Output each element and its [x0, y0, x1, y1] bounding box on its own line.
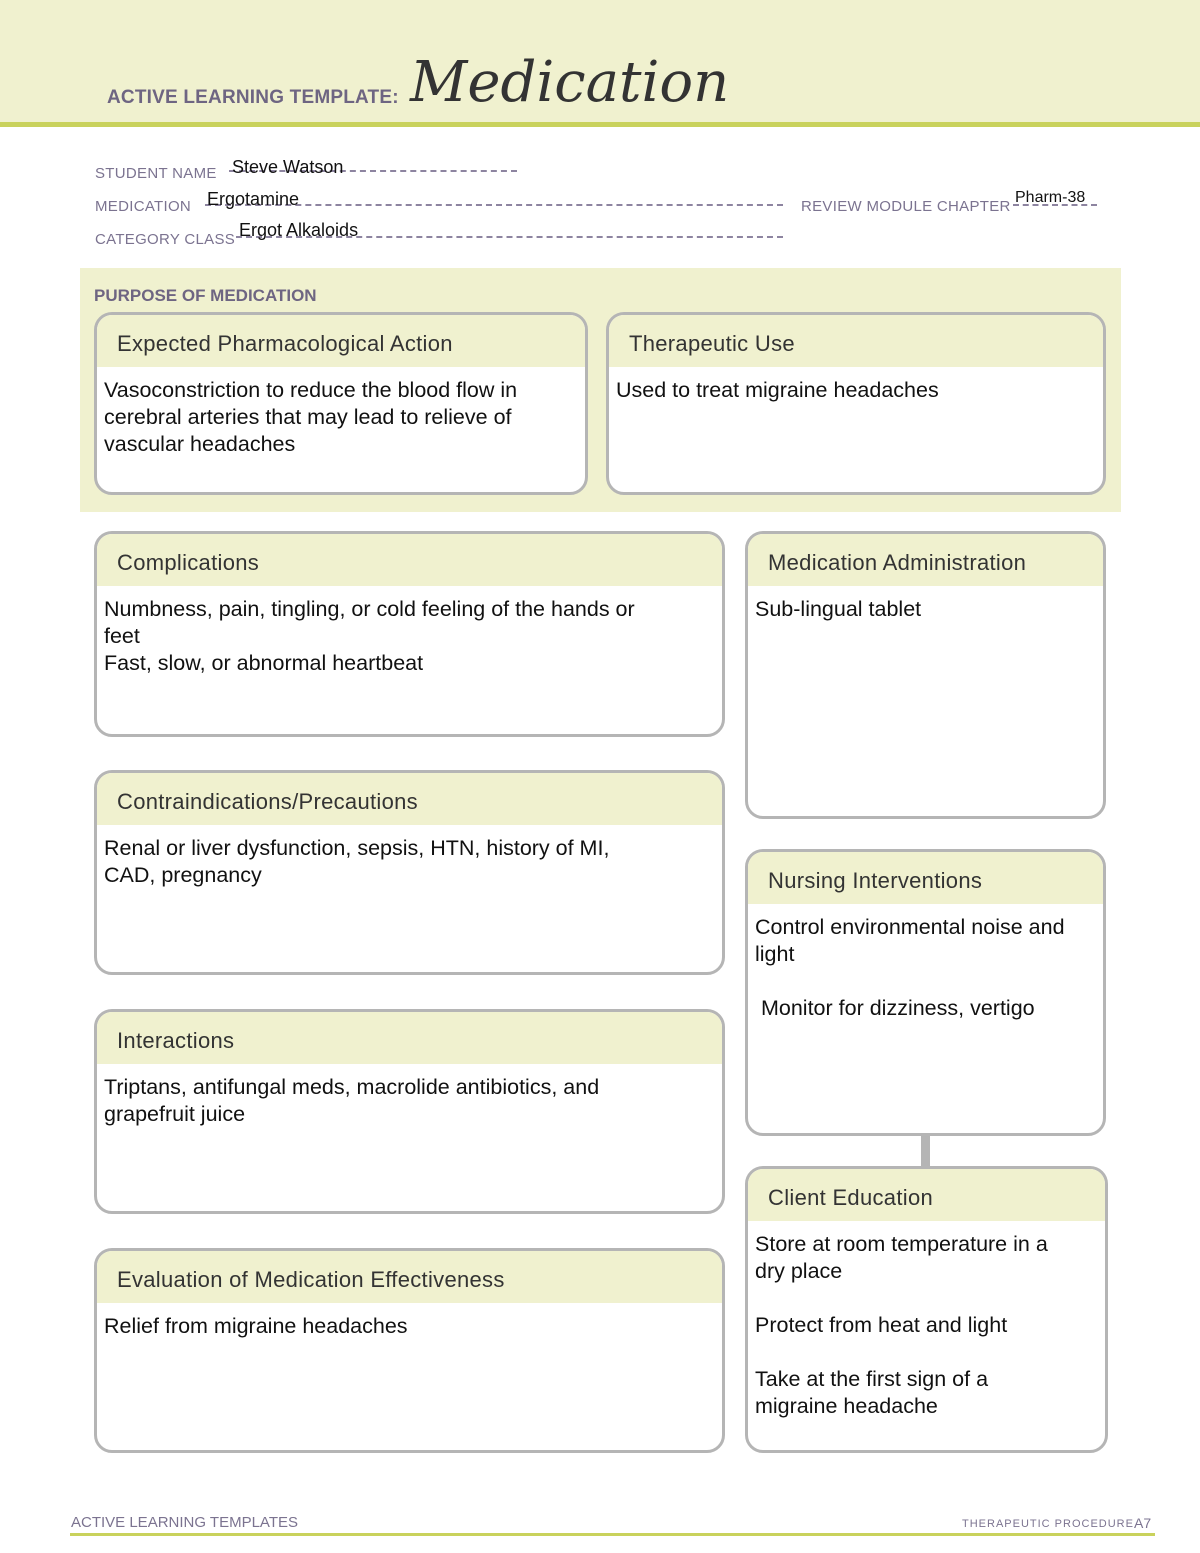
- purpose-title: PURPOSE OF MEDICATION: [94, 286, 317, 305]
- header-divider: [0, 122, 1200, 127]
- administration-box: [745, 531, 1106, 819]
- client-education-box: [745, 1166, 1108, 1453]
- box-title: Complications: [97, 534, 722, 586]
- category-label: CATEGORY CLASS: [95, 231, 236, 248]
- box-title: Contraindications/Precautions: [97, 773, 722, 825]
- page-title: Medication: [410, 50, 730, 115]
- box-title: Interactions: [97, 1012, 722, 1064]
- contraindications-box: [94, 770, 725, 975]
- box-content[interactable]: Numbness, pain, tingling, or cold feeling of the hands or feet Fast, slow, or abnormal heartbeat: [104, 597, 635, 675]
- box-title: Nursing Interventions: [748, 852, 1103, 904]
- box-content[interactable]: Control environmental noise and light Monitor for dizziness, vertigo: [755, 915, 1065, 1020]
- box-content[interactable]: Renal or liver dysfunction, sepsis, HTN, history of MI, CAD, pregnancy: [104, 836, 610, 887]
- connector: [921, 1135, 930, 1167]
- box-content[interactable]: Relief from migraine headaches: [104, 1314, 408, 1338]
- box-content[interactable]: Sub-lingual tablet: [755, 597, 922, 621]
- expected-action-box: [94, 312, 588, 495]
- therapeutic-use-box: [606, 312, 1106, 495]
- evaluation-box: [94, 1248, 725, 1453]
- box-title: Evaluation of Medication Effectiveness: [97, 1251, 722, 1303]
- box-title: Medication Administration: [748, 534, 1103, 586]
- box-title: Client Education: [748, 1169, 1105, 1221]
- chapter-label: REVIEW MODULE CHAPTER: [801, 198, 1011, 215]
- box-content[interactable]: Store at room temperature in a dry place Protect from heat and light Take at the first sign of a migraine headache: [755, 1232, 1048, 1418]
- box-content[interactable]: Vasoconstriction to reduce the blood flow in cerebral arteries that may lead to relieve of vascular headaches: [104, 378, 518, 456]
- footer-left: ACTIVE LEARNING TEMPLATES: [71, 1514, 298, 1531]
- footer-divider: [70, 1533, 1155, 1536]
- medication-label: MEDICATION: [95, 198, 192, 215]
- box-title: Expected Pharmacological Action: [97, 315, 585, 367]
- box-title: Therapeutic Use: [609, 315, 1103, 367]
- template-label: ACTIVE LEARNING TEMPLATE:: [107, 87, 399, 108]
- interactions-box: [94, 1009, 725, 1214]
- chapter-field[interactable]: Pharm-38: [1015, 189, 1086, 206]
- box-content[interactable]: Used to treat migraine headaches: [616, 378, 939, 402]
- medication-field[interactable]: Ergotamine: [207, 189, 300, 209]
- footer-right: THERAPEUTIC PROCEDURE: [962, 1518, 1134, 1530]
- page-number: A7: [1134, 1515, 1152, 1531]
- complications-box: [94, 531, 725, 737]
- student-name-label: STUDENT NAME: [95, 165, 217, 182]
- category-field[interactable]: Ergot Alkaloids: [239, 220, 359, 240]
- box-content[interactable]: Triptans, antifungal meds, macrolide antibiotics, and grapefruit juice: [104, 1075, 600, 1126]
- student-name-field[interactable]: Steve Watson: [232, 157, 344, 177]
- nursing-interventions-box: [745, 849, 1106, 1136]
